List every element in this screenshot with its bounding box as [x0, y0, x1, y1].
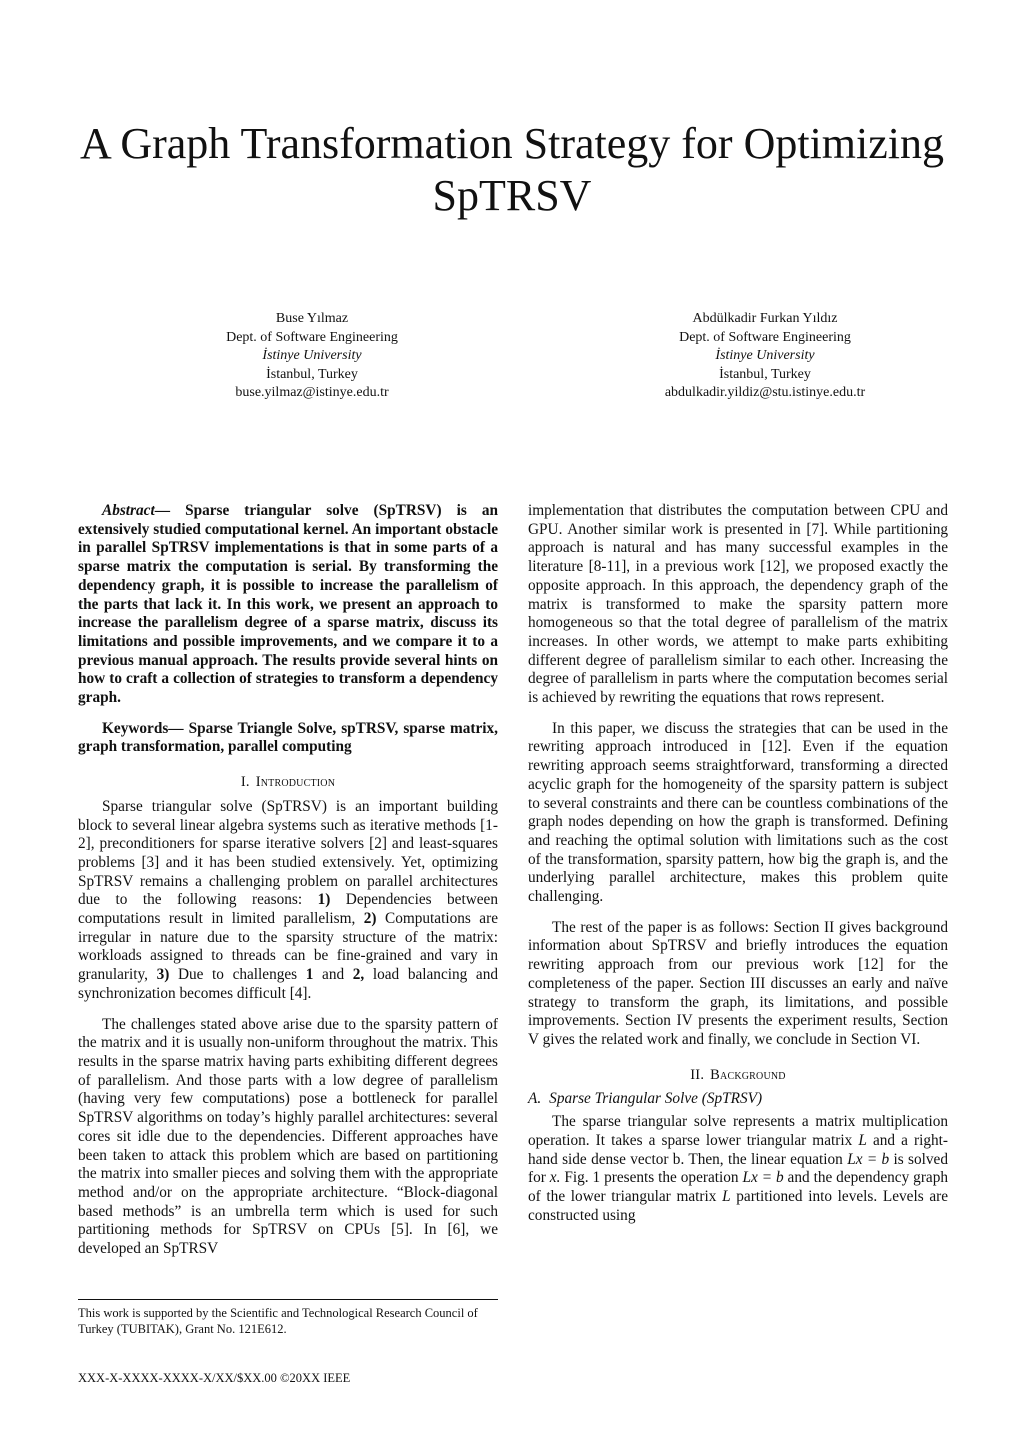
math-symbol: L: [858, 1131, 867, 1149]
abstract-text: Sparse triangular solve (SpTRSV) is an extensively studied computational kernel. An important obstacle in parallel SpTRSV implementations is that in some parts of a sparse matrix the computation is serial. By transforming the dependency graph, it is possible to increase the parallelism of the parts that lack it. In this work, we present an approach to increase the parallelism degree of a sparse matrix, discuss its limitations and possible improvements, and we compare it to a previous manual approach. The results provide several hints on how to craft a collection of strategies to transform a dependency graph.: [78, 502, 499, 707]
text-run: Due to challenges: [169, 966, 306, 984]
keywords: [78, 720, 498, 757]
list-marker: 1): [317, 891, 331, 909]
keywords-text: Sparse Triangle Solve, spTRSV, sparse matrix, graph transformation, parallel computing: [78, 719, 499, 756]
left-column: [78, 502, 498, 1271]
math-symbol: Lx = b: [847, 1150, 890, 1168]
author-email: buse.yilmaz@istinye.edu.tr: [235, 385, 389, 400]
author-city: İstanbul, Turkey: [719, 366, 811, 382]
list-marker: 2): [363, 910, 377, 928]
text-run: The sparse triangular solve represents a matrix multiplication operation. It takes a sparse lower triangular matrix: [528, 1113, 948, 1149]
author-block-2: [615, 310, 915, 403]
subsection-title: Sparse Triangular Solve (SpTRSV): [549, 1090, 763, 1108]
section-title: Background: [710, 1066, 786, 1083]
text-run: Dependencies between computations result in limited parallelism,: [78, 891, 498, 928]
text-run: load balancing and synchronization becomes difficult [4].: [78, 966, 499, 1002]
author-name: Abdülkadir Furkan Yıldız: [692, 311, 838, 326]
author-dept: Dept. of Software Engineering: [679, 329, 851, 345]
intro-paragraph-3: implementation that distributes the computation between CPU and GPU. Another similar work is presented in [7]. While partitioning approach is natural and has many successful examples in the literature [8-11], in a previous work [12], we proposed exactly the opposite approach. In this approach, the dependency graph of the matrix is transformed to make the sparsity pattern more homogeneous so that the total degree of parallelism of the matrix increases. In other words, we attempt to make parts exhibiting different degree of parallelism similar to each other. Increasing the degree of parallelism in parts where the computation becomes serial is achieved by rewriting the equations that rows represent.: [528, 502, 948, 707]
text-run: Computations are irregular in nature due to the sparsity structure of the matrix: workloads assigned to threads can be fine-grained and vary in granularity,: [78, 910, 498, 984]
list-marker: 1: [305, 966, 314, 984]
abstract: [78, 502, 498, 708]
section-number: I.: [240, 774, 250, 791]
text-run: Fig. 1 presents the operation: [560, 1169, 743, 1187]
copyright-notice: XXX-X-XXXX-XXXX-X/XX/$XX.00 ©20XX IEEE: [78, 1371, 351, 1385]
abstract-dash: —: [154, 502, 170, 519]
intro-paragraph-1: [78, 798, 498, 1004]
author-dept: Dept. of Software Engineering: [226, 329, 398, 345]
text-run: Sparse triangular solve (SpTRSV) is an important building block to several linear algebra systems such as iterative methods [1-2], preconditioners for sparse iterative solvers [2] and least-squares problems [3] and it has been studied extensively. Yet, optimizing SpTRSV remains a challenging problem on parallel architectures due to the following reasons:: [78, 797, 498, 909]
text-run: and a right-hand side dense vector b. Then, the linear equation: [528, 1131, 948, 1168]
math-symbol: L: [722, 1187, 731, 1205]
footnote-divider: [78, 1299, 498, 1300]
subsection-heading-sptrsv: [528, 1090, 948, 1109]
math-symbol: Lx = b: [742, 1169, 784, 1187]
subsection-label: A.: [528, 1090, 542, 1108]
text-run: partitioned into levels. Levels are constructed using: [528, 1187, 948, 1224]
keywords-label: Keywords—: [102, 719, 184, 737]
section-heading-background: [528, 1066, 948, 1085]
author-city: İstanbul, Turkey: [266, 366, 358, 382]
section-title: Introduction: [255, 774, 336, 791]
intro-paragraph-4: In this paper, we discuss the strategies that can be used in the rewriting approach introduced in [12]. Even if the equation rewriting approach seems straightforward, transforming a directed acyclic graph for the homogeneity of the sparsity pattern is subject to several constraints and there can be countless combinations of the graph nodes depending on how the graph is transformed. Defining and reaching the optimal solution with limitations such as the cost of the transformation, sparsity pattern, how big the graph is, and the underlying parallel architecture, makes this problem quite challenging.: [528, 719, 948, 906]
background-paragraph-1: [528, 1113, 948, 1225]
intro-paragraph-5: The rest of the paper is as follows: Section II gives background information about SpTRSV and briefly introduces the equation rewriting approach from our previous work [12] for the completeness of the paper. Section III discusses an early and naïve strategy to transform the graph, its limitations, and possible improvements. Section IV presents the experiment results, Section V gives the related work and finally, we conclude in Section VI.: [528, 918, 948, 1048]
author-university: İstinye University: [262, 348, 362, 363]
text-run: is solved for: [528, 1150, 948, 1187]
section-number: II.: [690, 1066, 705, 1083]
abstract-label: Abstract: [102, 502, 155, 519]
intro-paragraph-2: The challenges stated above arise due to the sparsity pattern of the matrix and it is usually non-uniform throughout the matrix. This results in the sparse matrix having parts exhibiting different degrees of parallelism. And those parts with a low degree of parallelism (having very few computations) pose a bottleneck for parallel SpTRSV algorithms on today’s highly parallel architectures: several cores sit idle due to the dependencies. Different approaches have been taken to attack this problem which are based on partitioning the matrix into smaller pieces and solving them with the appropriate method and/or on the appropriate architecture. “Block-diagonal based methods” is an umbrella term which is used for such partitioning methods for SpTRSV on CPUs [5]. In [6], we developed an SpTRSV: [78, 1015, 498, 1258]
text-run: and the dependency graph of the lower triangular matrix: [528, 1169, 948, 1205]
author-email: abdulkadir.yildiz@stu.istinye.edu.tr: [664, 385, 866, 400]
right-column: [528, 502, 948, 1237]
section-heading-introduction: [78, 773, 498, 792]
text-run: and: [313, 966, 353, 984]
paper-title: A Graph Transformation Strategy for Optimizing SpTRSV: [79, 119, 944, 220]
list-marker: 2,: [352, 966, 365, 984]
author-block-1: [162, 310, 462, 403]
math-symbol: x.: [549, 1169, 561, 1187]
funding-footnote: This work is supported by the Scientific and Technological Research Council of Turkey (TUBITAK), Grant No. 121E612.: [78, 1306, 478, 1336]
author-name: Buse Yılmaz: [275, 311, 349, 326]
list-marker: 3): [156, 966, 170, 984]
author-university: İstinye University: [715, 348, 815, 363]
